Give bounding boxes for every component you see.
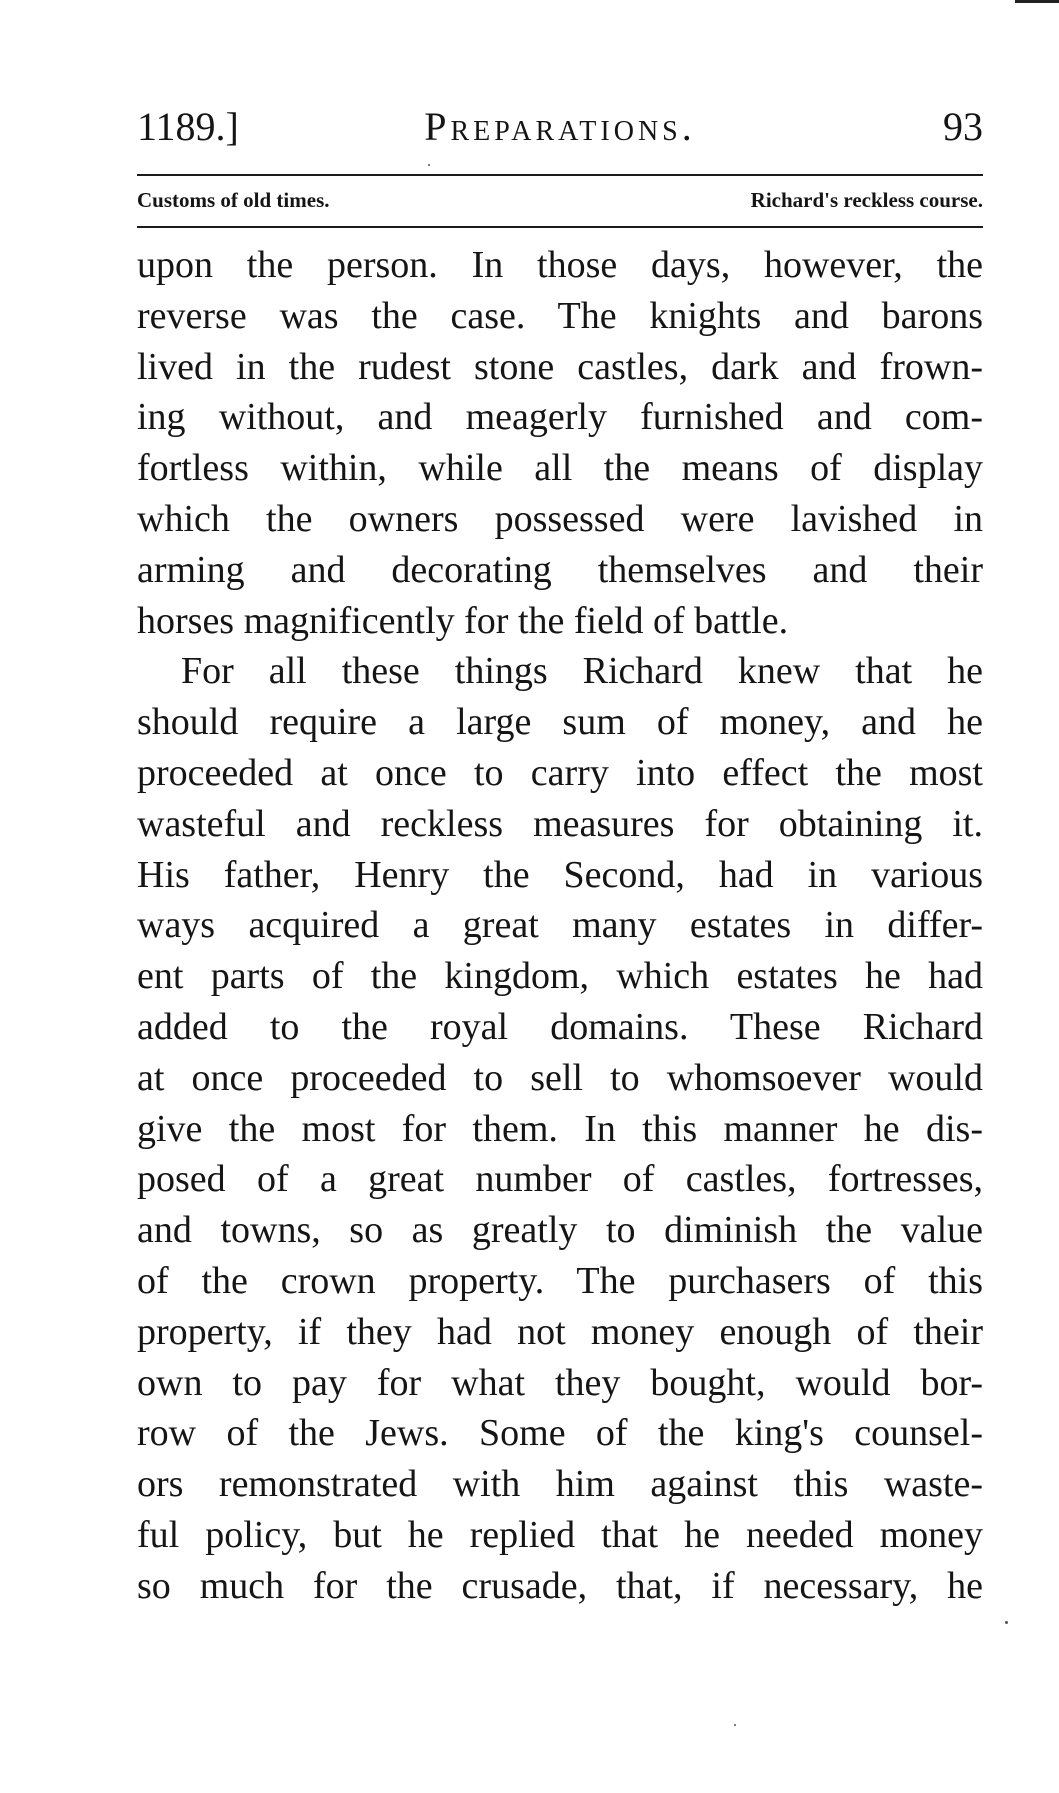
text-line: own to pay for what they bought, would bor- <box>137 1361 983 1404</box>
text-line: lived in the rudest stone castles, dark and frown- <box>137 345 983 388</box>
subheading-right: Richard's reckless course. <box>750 188 983 212</box>
text-line: reverse was the case. The knights and barons <box>137 294 983 337</box>
text-line: ing without, and meagerly furnished and com- <box>137 396 983 439</box>
text-line: should require a large sum of money, and he <box>137 701 983 744</box>
text-line: ways acquired a great many estates in differ- <box>137 904 983 947</box>
page-number: 93 <box>943 104 983 149</box>
text-line: ful policy, but he replied that he needed money <box>137 1513 983 1556</box>
paragraph-end-line: horses magnificently for the field of battle. <box>137 599 789 642</box>
running-head-title: Preparations. <box>424 104 696 149</box>
text-line: fortless within, while all the means of display <box>137 447 983 490</box>
print-speck <box>428 164 430 166</box>
text-line: ors remonstrated with him against this waste- <box>137 1463 983 1506</box>
text-line: give the most for them. In this manner he dis- <box>137 1107 983 1150</box>
text-line: arming and decorating themselves and their <box>137 548 983 591</box>
text-line: at once proceeded to sell to whomsoever would <box>137 1056 983 1099</box>
text-line: property, if they had not money enough of their <box>137 1310 983 1353</box>
text-line: row of the Jews. Some of the king's counsel- <box>137 1412 983 1455</box>
text-line: posed of a great number of castles, fortresses, <box>137 1158 983 1201</box>
running-head <box>137 102 983 152</box>
subheading-left: Customs of old times. <box>137 188 330 212</box>
text-line: of the crown property. The purchasers of this <box>137 1259 983 1302</box>
text-line: upon the person. In those days, however, the <box>137 244 983 286</box>
marginal-subheadings <box>137 184 983 216</box>
text-line: so much for the crusade, that, if necessary, he <box>137 1564 983 1607</box>
text-line: which the owners possessed were lavished in <box>137 497 983 540</box>
header-rule-bottom <box>137 226 983 228</box>
text-line: added to the royal domains. These Richard <box>137 1005 983 1048</box>
text-line: wasteful and reckless measures for obtaining it. <box>137 802 983 845</box>
print-speck <box>1005 1621 1008 1624</box>
text-line: His father, Henry the Second, had in various <box>137 853 983 896</box>
page-edge-mark <box>1015 0 1059 3</box>
running-head-year: 1189.] <box>137 104 239 149</box>
text-line: proceeded at once to carry into effect the most <box>137 751 983 794</box>
body-text <box>137 240 983 1612</box>
text-line: ent parts of the kingdom, which estates he had <box>137 955 983 998</box>
text-line: and towns, so as greatly to diminish the value <box>137 1209 983 1252</box>
header-rule-top <box>137 174 983 176</box>
paragraph-start-line: For all these things Richard knew that he <box>181 650 983 693</box>
print-speck <box>734 1724 736 1726</box>
